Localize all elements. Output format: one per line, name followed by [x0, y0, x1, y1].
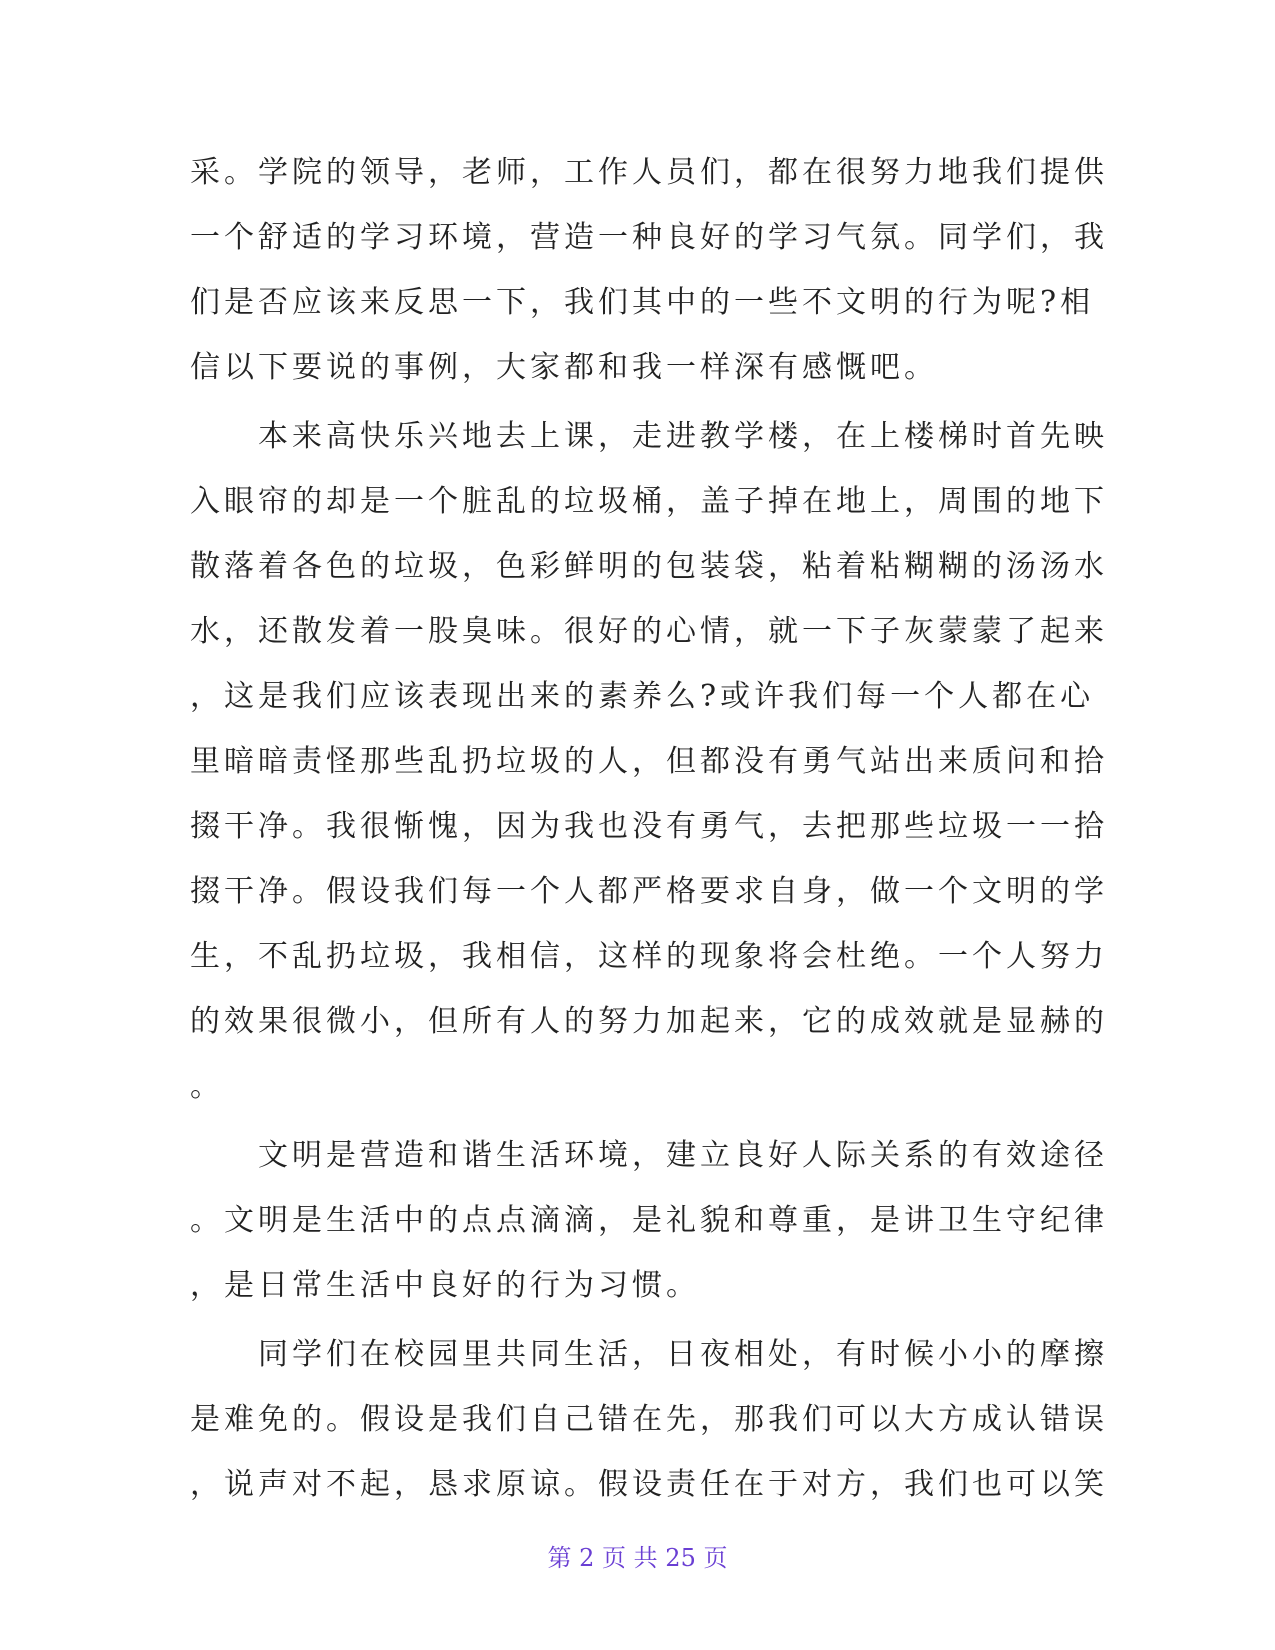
- text-line: 。文明是生活中的点点滴滴，是礼貌和尊重，是讲卫生守纪律: [190, 1203, 1108, 1238]
- text-line: 生，不乱扔垃圾，我相信，这样的现象将会杜绝。一个人努力: [190, 939, 1108, 974]
- text-line: 本来高快乐兴地去上课，走进教学楼，在上楼梯时首先映: [190, 419, 1108, 454]
- body-text: [190, 140, 1108, 1517]
- paragraph: [190, 1123, 1108, 1318]
- text-line: 的效果很微小，但所有人的努力加起来，它的成效就是显赫的: [190, 1004, 1108, 1039]
- text-line: 入眼帘的却是一个脏乱的垃圾桶，盖子掉在地上，周围的地下: [190, 484, 1108, 519]
- text-line: 文明是营造和谐生活环境，建立良好人际关系的有效途径: [190, 1138, 1108, 1173]
- text-line: 掇干净。我很惭愧，因为我也没有勇气，去把那些垃圾一一拾: [190, 809, 1108, 844]
- text-line: ，是日常生活中良好的行为习惯。: [190, 1268, 700, 1303]
- text-line: ，说声对不起，恳求原谅。假设责任在于对方，我们也可以笑: [190, 1467, 1108, 1502]
- text-line: 一个舒适的学习环境，营造一种良好的学习气氛。同学们，我: [190, 220, 1108, 255]
- text-line: 们是否应该来反思一下，我们其中的一些不文明的行为呢?相: [190, 285, 1095, 320]
- text-line: ，这是我们应该表现出来的素养么?或许我们每一个人都在心: [190, 679, 1095, 714]
- text-line: 里暗暗责怪那些乱扔垃圾的人，但都没有勇气站出来质问和拾: [190, 744, 1108, 779]
- text-line: 是难免的。假设是我们自己错在先，那我们可以大方成认错误: [190, 1402, 1108, 1437]
- text-line: 同学们在校园里共同生活，日夜相处，有时候小小的摩擦: [190, 1337, 1108, 1372]
- text-line: 水，还散发着一股臭味。很好的心情，就一下子灰蒙蒙了起来: [190, 614, 1108, 649]
- text-line: 散落着各色的垃圾，色彩鲜明的包装袋，粘着粘糊糊的汤汤水: [190, 549, 1108, 584]
- text-line: 信以下要说的事例，大家都和我一样深有感慨吧。: [190, 350, 938, 385]
- text-line: 采。学院的领导，老师，工作人员们，都在很努力地我们提供: [190, 155, 1108, 190]
- paragraph: [190, 404, 1108, 1119]
- text-line: 。: [190, 1069, 224, 1104]
- page-number-footer: 第 2 页 共 25 页: [547, 1544, 728, 1572]
- text-line: 掇干净。假设我们每一个人都严格要求自身，做一个文明的学: [190, 874, 1108, 909]
- paragraph: [190, 140, 1108, 400]
- paragraph: [190, 1322, 1108, 1517]
